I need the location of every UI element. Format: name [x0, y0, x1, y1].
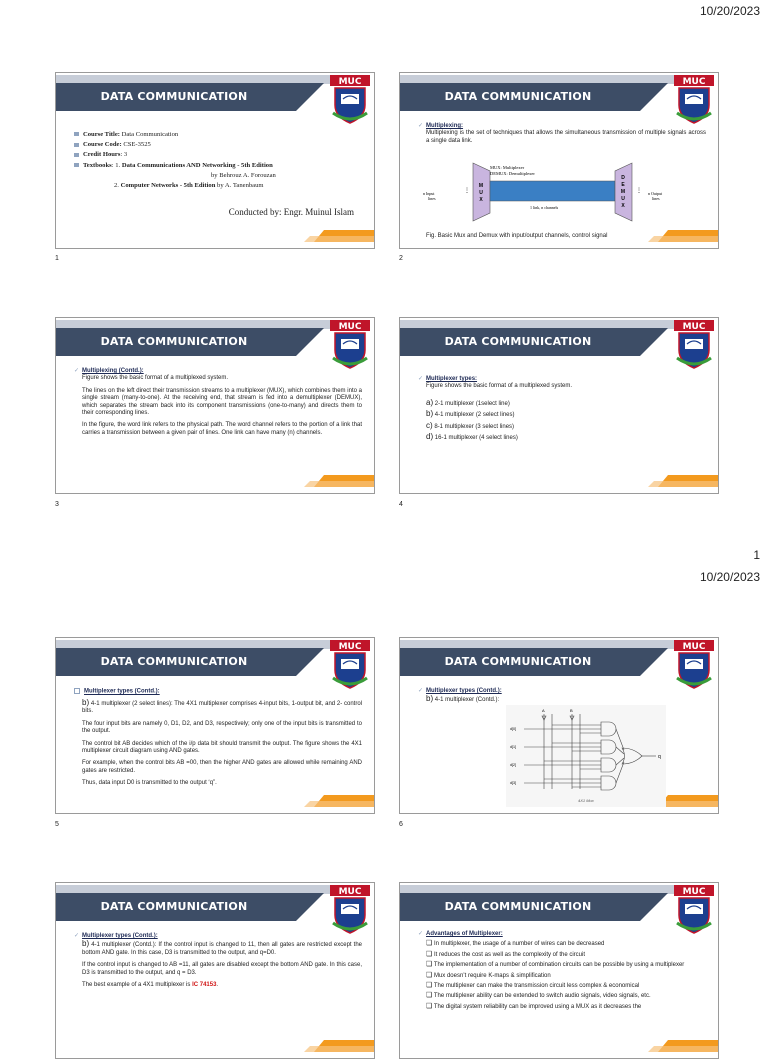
title-band	[56, 640, 375, 676]
svg-text:MUC: MUC	[682, 322, 706, 332]
list-item: ❏ The multiplexer ability can be extended to switch audio signals, video signals, etc.	[426, 992, 651, 1000]
slide-title: DATA COMMUNICATION	[444, 335, 592, 348]
svg-text:DEMUX: Demultiplexer: DEMUX: Demultiplexer	[490, 171, 535, 176]
list-item: c) 8-1 multiplexer (3 select lines)	[426, 420, 515, 430]
svg-text:⋮: ⋮	[636, 188, 642, 194]
orange-accent	[304, 230, 374, 242]
title-band	[400, 75, 719, 111]
title-band	[56, 320, 375, 356]
svg-text:q: q	[658, 754, 661, 760]
slide-7: DATA COMMUNICATION MUC ✓ Multiplexer types (Contd.): b) 4-1 multiplexer (Contd.): If the control input is changed to 11, then all gates are restricted except the bottom AND gate. In this case, D3 is transmitted to the output, and q=D0. If the control input is changed to AB =11, all gates are disabled except the bottom AND gate. In this case, D3 is transmitted to the output, and q = D3. The best example of a 4X1 multiplexer is IC 74153.	[55, 882, 375, 1059]
svg-text:d[2]: d[2]	[510, 763, 516, 767]
svg-text:X: X	[621, 203, 625, 209]
advantages-list	[418, 940, 706, 1011]
svg-text:n Input: n Input	[423, 191, 435, 196]
svg-text:lines: lines	[428, 196, 436, 201]
svg-text:A: A	[542, 708, 545, 713]
svg-text:MUC: MUC	[682, 642, 706, 652]
svg-text:E: E	[621, 182, 625, 188]
slide-title: DATA COMMUNICATION	[444, 90, 592, 103]
list-item: ❏ It reduces the cost as well as the complexity of the circuit	[426, 950, 586, 958]
slide-title: DATA COMMUNICATION	[100, 90, 248, 103]
slide-5: DATA COMMUNICATION MUC Multiplexer types (Contd.): b) 4-1 multiplexer (2 select lines): The 4X1 multiplexer comprises 4-input bits, 1-output bit, and 2- control bits. The four input bits are namely 0, D1, D2, and D3, respectively; only one of the input bits is transmitted to the output. The control bit AB decides which of the i/p data bit should transmit the output. The figure shows the 4X1 multiplexer circuit diagram using AND gates. For example, when the control bits AB =00, then the higher AND gates are allowed while remaining AND gates are restricted. Thus, data input D0 is transmitted to the output ‘q”.	[55, 637, 375, 814]
list-item: ❏ The multiplexer can make the transmission circuit less complex & economical	[426, 982, 640, 990]
slide-title: DATA COMMUNICATION	[100, 900, 248, 913]
muc-logo	[674, 885, 714, 935]
svg-text:d[0]: d[0]	[510, 727, 516, 731]
list-item: ❏ Mux doesn’t require K-maps & simplification	[426, 971, 551, 979]
list-item: b) 4-1 multiplexer (2 select lines)	[426, 409, 515, 419]
slide-3: DATA COMMUNICATION MUC ✓ Multiplexing (Contd.): Figure shows the basic format of a multiplexed system. The lines on the left direct their transmission streams to a multiplexer (MUX), which combines them into a single stream (many-to-one). At the receiving end, that stream is fed into a demultiplexer (DEMUX), which separates the stream back into its component transmissions (one-to-many) and directs them to their corresponding lines. In the figure, the word link refers to the physical path. The word channel refers to the portion of a link that carries a transmission between a given pair of lines. One link can have many (n) channels.	[55, 317, 375, 494]
orange-accent	[648, 230, 718, 242]
page-date-bottom: 10/20/2023	[699, 570, 760, 584]
orange-accent	[304, 475, 374, 487]
title-band	[400, 640, 719, 676]
slide-title: DATA COMMUNICATION	[444, 655, 592, 668]
figure-caption: Fig. Basic Mux and Demux with input/output channels, control signal	[426, 233, 608, 239]
svg-text:MUC: MUC	[682, 77, 706, 87]
page-date-top: 10/20/2023	[699, 4, 760, 18]
svg-text:B: B	[570, 708, 573, 713]
slide-2: DATA COMMUNICATION MUC ✓ Multiplexing: Multiplexing is the set of techniques that allows the simultaneous transmission of multiple signals across a single data link. MUX: Multiplexer DEMUX: Demultiplexer M U X D E M U X n Input lines ⋮ ⋮ n Output lines 1 link, n channels Fig. Basic Mux and Demux with input/output channels, control signal	[399, 72, 719, 249]
svg-text:MUX: Multiplexer: MUX: Multiplexer	[490, 165, 525, 170]
muc-logo	[674, 640, 714, 690]
mux-type-list	[418, 399, 706, 443]
muc-logo	[330, 75, 370, 125]
list-item: ❏ The implementation of a number of combination circuits can be possible by using a multiplexer	[426, 961, 685, 969]
muc-logo	[330, 640, 370, 690]
orange-accent	[304, 795, 374, 807]
list-item: d) 16-1 multiplexer (4 select lines)	[426, 432, 518, 442]
title-band	[56, 75, 375, 111]
svg-text:MUC: MUC	[338, 322, 362, 332]
muc-logo	[674, 75, 714, 125]
conducted-by: Conducted by: Engr. Muinul Islam	[228, 207, 354, 218]
slide-4: DATA COMMUNICATION MUC ✓ Multiplexer types: Figure shows the basic format of a multiplexed system. a) 2-1 multiplexer (1select line) b) 4-1 multiplexer (2 select lines) c) 8-1 multiplexer (3 select lines) d) 16-1 multiplexer (4 select lines)	[399, 317, 719, 494]
slide-title: DATA COMMUNICATION	[100, 655, 248, 668]
svg-text:1 link, n channels: 1 link, n channels	[530, 205, 559, 210]
svg-text:MUC: MUC	[338, 77, 362, 87]
orange-accent	[648, 1040, 718, 1052]
orange-accent	[304, 1040, 374, 1052]
slide-6: DATA COMMUNICATION MUC ✓ Multiplexer types (Contd.): b) 4-1 multiplexer (Contd.): A B d[0] d[1] d[2] d[3] q 4X1 Mux	[399, 637, 719, 814]
svg-text:X: X	[479, 197, 483, 203]
svg-text:4X1 Mux: 4X1 Mux	[578, 798, 594, 803]
svg-text:U: U	[621, 196, 625, 202]
svg-text:M: M	[478, 183, 484, 189]
svg-text:⋮: ⋮	[464, 188, 470, 194]
list-item: ❏ The digital system reliability can be improved using a MUX as it decreases the	[426, 1002, 642, 1010]
muc-logo	[330, 320, 370, 370]
list-item: ❏ In multiplexer, the usage of a number of wires can be decreased	[426, 940, 605, 948]
mux-demux-diagram	[420, 161, 700, 223]
mux-4x1-circuit	[506, 705, 666, 807]
slide-8: DATA COMMUNICATION MUC ✓ Advantages of Multiplexer: ❏ In multiplexer, the usage of a number of wires can be decreased ❏ It reduces the cost as well as the complexity of the circuit ❏ The implementation of a number of combination circuits can be possible by using a multiplexer ❏ Mux doesn’t require K-maps & simplification ❏ The multiplexer can make the transmission circuit less complex & economical ❏ The multiplexer ability can be extended to switch audio signals, video signals, etc. ❏ The digital system reliability can be improved using a MUX as it decreases the	[399, 882, 719, 1059]
title-band	[400, 885, 719, 921]
slide-title: DATA COMMUNICATION	[444, 900, 592, 913]
title-band	[56, 885, 375, 921]
page-number: 1	[753, 548, 760, 562]
svg-text:lines: lines	[652, 196, 660, 201]
svg-text:U: U	[479, 190, 483, 196]
svg-text:D: D	[621, 175, 625, 181]
svg-text:MUC: MUC	[682, 887, 706, 897]
slide-title: DATA COMMUNICATION	[100, 335, 248, 348]
title-band	[400, 320, 719, 356]
svg-text:MUC: MUC	[338, 887, 362, 897]
svg-text:M: M	[620, 189, 626, 195]
svg-text:d[3]: d[3]	[510, 781, 516, 785]
slide-1: DATA COMMUNICATION MUC Course Title: Data Communication Course Code: CSE-3525 Credit Hours: 3 Textbooks: 1. Data Communications AND Networking - 5th Edition by Behrouz A. Forouzan 2. Computer Networks - 5th Edition by A. Tanenbaum Conducted by: Engr. Muinul Islam	[55, 72, 375, 249]
svg-text:d[1]: d[1]	[510, 745, 516, 749]
svg-text:MUC: MUC	[338, 642, 362, 652]
svg-text:n Output: n Output	[648, 191, 663, 196]
muc-logo	[330, 885, 370, 935]
ic-74153: IC 74153	[192, 982, 217, 989]
muc-logo	[674, 320, 714, 370]
orange-accent	[648, 475, 718, 487]
list-item: a) 2-1 multiplexer (1select line)	[426, 397, 510, 407]
